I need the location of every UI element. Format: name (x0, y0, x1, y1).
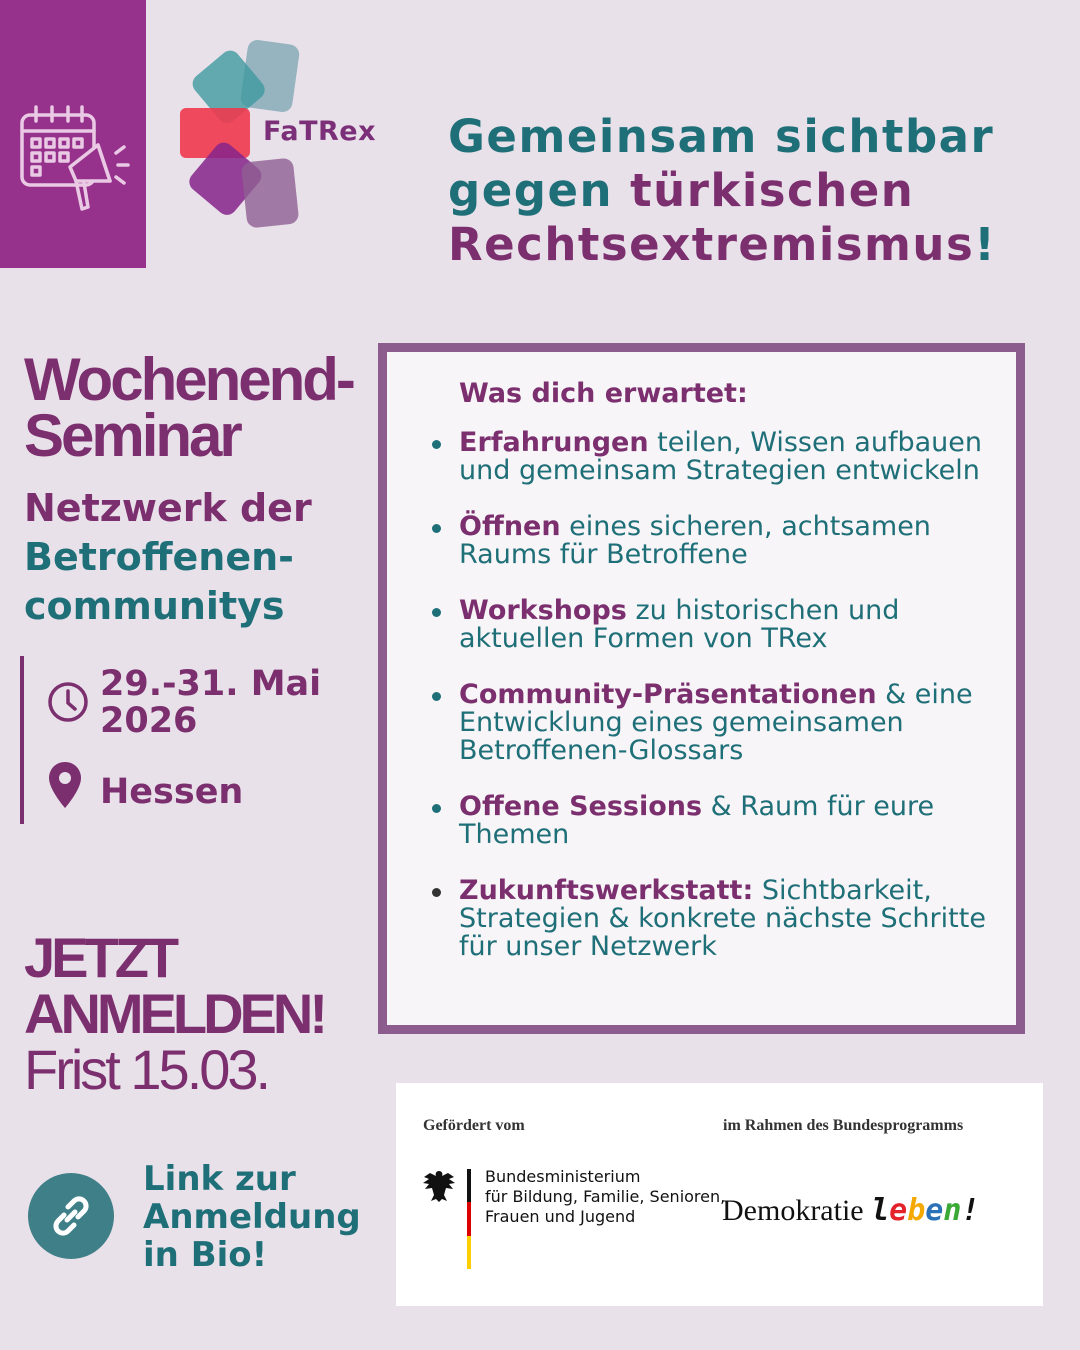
funding-box (396, 1083, 1043, 1306)
list-item-lead: Zukunftswerkstatt: (459, 875, 754, 906)
program-name: Demokratie (722, 1194, 872, 1227)
info-divider (20, 656, 24, 824)
event-date (100, 666, 321, 740)
program-leben-wordmark: leben! (871, 1193, 980, 1228)
expectations-list (427, 429, 1007, 989)
ministry-line-3: Frauen und Jugend (485, 1207, 636, 1226)
icon-block (0, 0, 146, 268)
headline-line-3b: ! (974, 218, 997, 271)
event-date-line-1: 29.-31. Mai (100, 664, 322, 704)
list-item-text: zu historischen und aktuellen Formen von TRex (459, 595, 900, 654)
headline (448, 110, 1068, 272)
list-item-text: & eine Entwicklung eines gemeinsamen Betroffenen-Glossars (459, 679, 973, 766)
link-text-line-2: Anmeldung (143, 1197, 361, 1237)
seminar-title (24, 346, 384, 469)
seminar-title-line-1: Wochenend- (24, 346, 353, 413)
list-item-text: & Raum für eure Themen (459, 791, 935, 850)
event-date-line-2: 2026 (100, 701, 198, 741)
headline-line-2a: gegen (448, 164, 631, 217)
list-item-lead: Community-Präsentationen (459, 679, 877, 710)
calendar-megaphone-icon (18, 105, 130, 215)
list-item-text: Sichtbarkeit, Strategien & konkrete nächste Schritte für unser Netzwerk (459, 875, 986, 962)
headline-line-2b: türkischen (630, 164, 915, 217)
expectations-title: Was dich erwartet: (459, 378, 748, 409)
network-title (24, 484, 364, 631)
registration-cta (24, 926, 384, 1101)
list-item-lead: Workshops (459, 595, 627, 626)
list-item-lead: Erfahrungen (459, 427, 649, 458)
registration-deadline: Frist 15.03. (24, 1038, 269, 1101)
list-item (427, 513, 1007, 569)
list-item (427, 793, 1007, 849)
logo-text: FaTRex (263, 116, 377, 147)
list-item (427, 877, 1007, 961)
headline-line-3a: Rechtsextremismus (448, 218, 975, 271)
link-icon (46, 1191, 96, 1241)
event-place: Hessen (100, 772, 244, 812)
list-item-lead: Öffnen (459, 511, 561, 542)
ministry-line-2: für Bildung, Familie, Senioren, (485, 1187, 726, 1206)
german-flag-stripe (467, 1169, 471, 1269)
list-item-text: eines sicheren, achtsamen Raums für Betroffene (459, 511, 931, 570)
headline-line-2 (448, 164, 1068, 218)
link-badge (28, 1173, 114, 1259)
list-item-text: teilen, Wissen aufbauen und gemeinsam Strategien entwickeln (459, 427, 982, 486)
network-title-line-1: Netzwerk der (24, 486, 312, 530)
network-title-line-3: communitys (24, 584, 285, 628)
link-in-bio-text (143, 1160, 361, 1274)
funding-label-left: Gefördert vom (423, 1117, 525, 1134)
list-item (427, 429, 1007, 485)
expectations-box (378, 343, 1025, 1034)
list-item-lead: Offene Sessions (459, 791, 703, 822)
link-text-line-1: Link zur (143, 1159, 296, 1199)
ministry-name (485, 1167, 725, 1227)
clock-icon (46, 680, 90, 724)
list-item (427, 681, 1007, 765)
location-pin-icon (47, 760, 83, 810)
program-logo (722, 1193, 979, 1228)
funding-label-right: im Rahmen des Bundesprogramms (723, 1117, 964, 1134)
federal-eagle-icon (420, 1167, 458, 1205)
headline-line-1: Gemeinsam sichtbar (448, 110, 995, 163)
headline-line-3 (448, 218, 1068, 272)
link-text-line-3: in Bio! (143, 1235, 268, 1275)
ministry-line-1: Bundesministerium (485, 1167, 641, 1186)
cta-line-1: JETZT (24, 926, 176, 989)
cta-line-2: ANMELDEN! (24, 982, 324, 1045)
seminar-title-line-2: Seminar (24, 402, 240, 469)
list-item (427, 597, 1007, 653)
network-title-line-2: Betroffenen- (24, 535, 294, 579)
